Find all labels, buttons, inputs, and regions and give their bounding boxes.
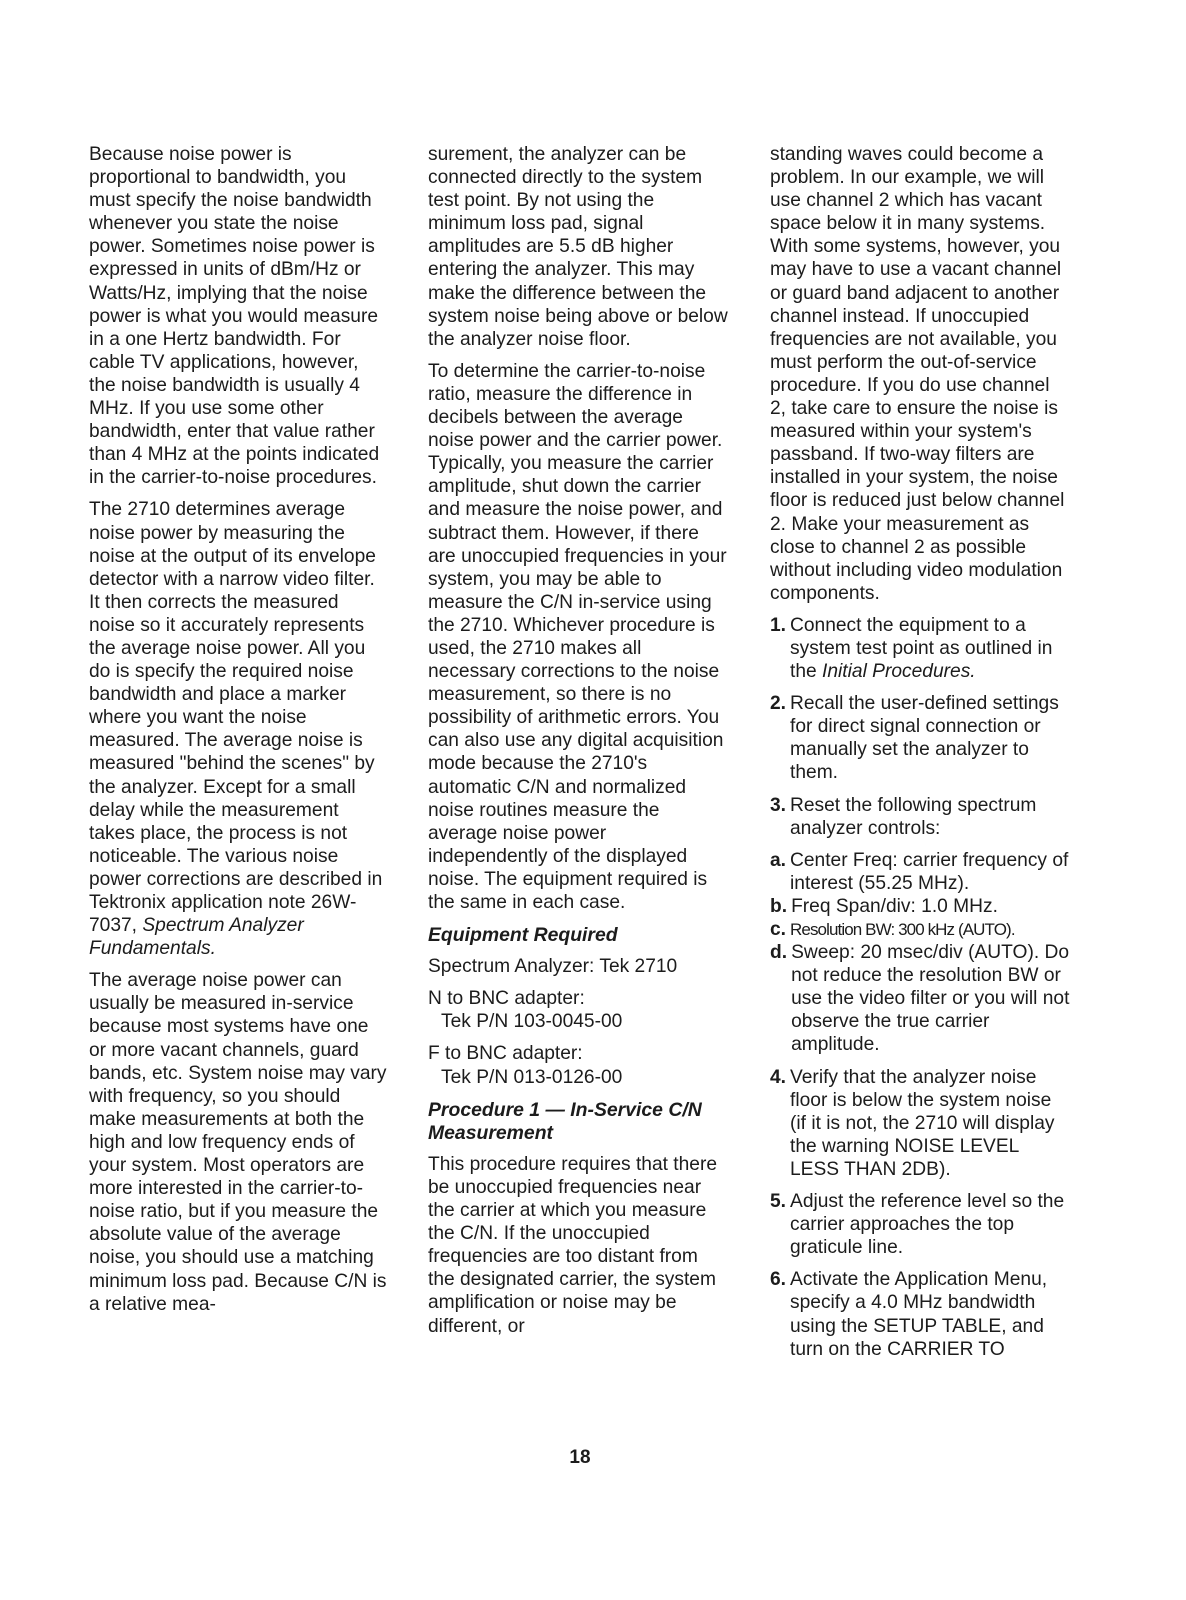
equipment-item-analyzer: Spectrum Analyzer: Tek 2710 <box>428 956 678 978</box>
step-text: Reset the following spectrum analyzer controls: <box>790 794 1037 839</box>
equipment-item-f-bnc <box>428 1042 728 1088</box>
heading-procedure-1: Procedure 1 — In-Service C/N Measurement <box>428 1098 702 1144</box>
step-text: Verify that the analyzer noise floor is below the system noise (if it is not, the 2710 will display the warning NOISE LEVEL LESS THAN 2DB). <box>790 1066 1055 1180</box>
step-3 <box>770 794 1070 840</box>
step-reference: Initial Procedures. <box>822 661 976 683</box>
step-2 <box>770 692 1070 784</box>
step-text: Activate the Application Menu, specify a 4.0 MHz bandwidth using the SETUP TABLE, and turn on the CARRIER TO <box>790 1269 1048 1360</box>
equipment-item-n-bnc <box>428 987 728 1033</box>
substep-a <box>770 849 1070 895</box>
reference-title: Spectrum Analyzer Fundamentals. <box>89 915 304 960</box>
step-5 <box>770 1190 1070 1259</box>
paragraph-in-service-measurement: The average noise power can usually be measured in-service because most systems have one or more vacant channels, guard bands, etc. System noise may vary with frequency, so you should make measurements at both the high and low frequency ends of your system. Most operators are more interested in the carrier-to-noise ratio, but if you measure the absolute value of the average noise, you should use a matching minimum loss pad. Because C/N is a relative mea- <box>89 970 387 1315</box>
substep-d <box>770 941 1070 1056</box>
step-text <box>790 614 1070 683</box>
step-number: 3. <box>770 794 787 816</box>
column-2 <box>428 143 728 1347</box>
part-number: Tek P/N 013-0126-00 <box>441 1066 623 1088</box>
substep-b <box>770 895 1070 918</box>
paragraph-noise-bandwidth: Because noise power is proportional to bandwidth, you must specify the noise bandwidth whenever you state the noise power. Sometimes noise power is expressed in units of dBm/Hz or Watts/Hz, implying that the noise power is what you would measure in a one Hertz bandwidth. For cable TV applications, however, the noise bandwidth is usually 4 MHz. If you use some other bandwidth, enter that value rather than 4 MHz at the points indicated in the carrier-to-noise procedures. <box>89 144 380 489</box>
substep-text: Sweep: 20 msec/div (AUTO). Do not reduce the resolution BW or use the video filter or you will not observe the true carrier amplitude. <box>791 942 1070 1056</box>
step-text: Recall the user-defined settings for direct signal connection or manually set the analyzer to them. <box>790 693 1059 784</box>
part-number: Tek P/N 103-0045-00 <box>441 1011 623 1033</box>
paragraph-text: The 2710 determines average noise power by measuring the noise at the output of its envelope detector with a narrow video filter. It then corrects the measured noise so it accurately represents the average noise power. All you do is specify the required noise bandwidth and place a marker where you want the noise measured. The average noise is measured "behind the scenes" by the analyzer. Except for a small delay while the measurement takes place, the process is not noticeable. The various noise power corrections are described in Tektronix application note 26W-7037, <box>89 499 383 937</box>
step-3-substeps <box>770 849 1070 1057</box>
substep-c <box>770 918 1070 941</box>
step-number: 5. <box>770 1191 787 1213</box>
equipment-name: N to BNC adapter: <box>428 988 585 1010</box>
page-number: 18 <box>569 1447 591 1468</box>
substep-letter: a. <box>770 849 787 871</box>
step-text: Adjust the reference level so the carrier approaches the top graticule line. <box>790 1191 1065 1259</box>
substep-text: Center Freq: carrier frequency of interest (55.25 MHz). <box>790 849 1069 894</box>
step-4 <box>770 1066 1070 1181</box>
paragraph-cn-ratio: To determine the carrier-to-noise ratio, measure the difference in decibels between the average noise power and the carrier power. Typically, you measure the carrier amplitude, shut down the carrier and measure the noise power, and subtract them. However, if there are unoccupied frequencies in your system, you may be able to measure the C/N in-service using the 2710. Whichever procedure is used, the 2710 makes all necessary corrections to the noise measurement, so there is no possibility of arithmetic errors. You can also use any digital acquisition mode because the 2710's automatic C/N and normalized noise routines measure the average noise power independently of the displayed noise. The equipment required is the same in each case. <box>428 360 727 913</box>
paragraph-test-point: surement, the analyzer can be connected directly to the system test point. By not using the minimum loss pad, signal amplitudes are 5.5 dB higher entering the analyzer. This may make the difference between the system noise being above or below the analyzer noise floor. <box>428 144 728 350</box>
substep-letter: c. <box>770 919 787 940</box>
paragraph-standing-waves: standing waves could become a problem. In our example, we will use channel 2 which has vacant space below it in many systems. With some systems, however, you may have to use a vacant channel or guard band adjacent to another channel instead. If unoccupied frequencies are not available, you must perform the out-of-service procedure. If you do use channel 2, take care to ensure the noise is measured within your system's passband. If two-way filters are installed in your system, the noise floor is reduced just below channel 2. Make your measurement as close to channel 2 as possible without including video modulation components. <box>770 144 1065 604</box>
column-3 <box>770 143 1070 1370</box>
substep-text: Freq Span/div: 1.0 MHz. <box>791 895 998 917</box>
step-number: 1. <box>770 614 787 636</box>
step-1 <box>770 614 1070 683</box>
step-number: 6. <box>770 1269 787 1291</box>
step-number: 2. <box>770 693 787 715</box>
equipment-name: F to BNC adapter: <box>428 1043 583 1065</box>
step-text-main: Connect the equipment to a system test point as outlined in the <box>790 614 1053 683</box>
substep-letter: b. <box>770 895 788 917</box>
substep-letter: d. <box>770 942 788 964</box>
step-number: 4. <box>770 1066 787 1088</box>
heading-equipment-required: Equipment Required <box>428 924 618 947</box>
column-1 <box>89 143 389 1325</box>
paragraph-average-noise-power <box>89 498 389 960</box>
paragraph-procedure-intro: This procedure requires that there be unoccupied frequencies near the carrier at which you measure the C/N. If the unoccupied frequencies are too distant from the designated carrier, the system amplification or noise may be different, or <box>428 1153 718 1337</box>
substep-text: Resolution BW: 300 kHz (AUTO). <box>790 920 1015 939</box>
step-6 <box>770 1268 1070 1360</box>
